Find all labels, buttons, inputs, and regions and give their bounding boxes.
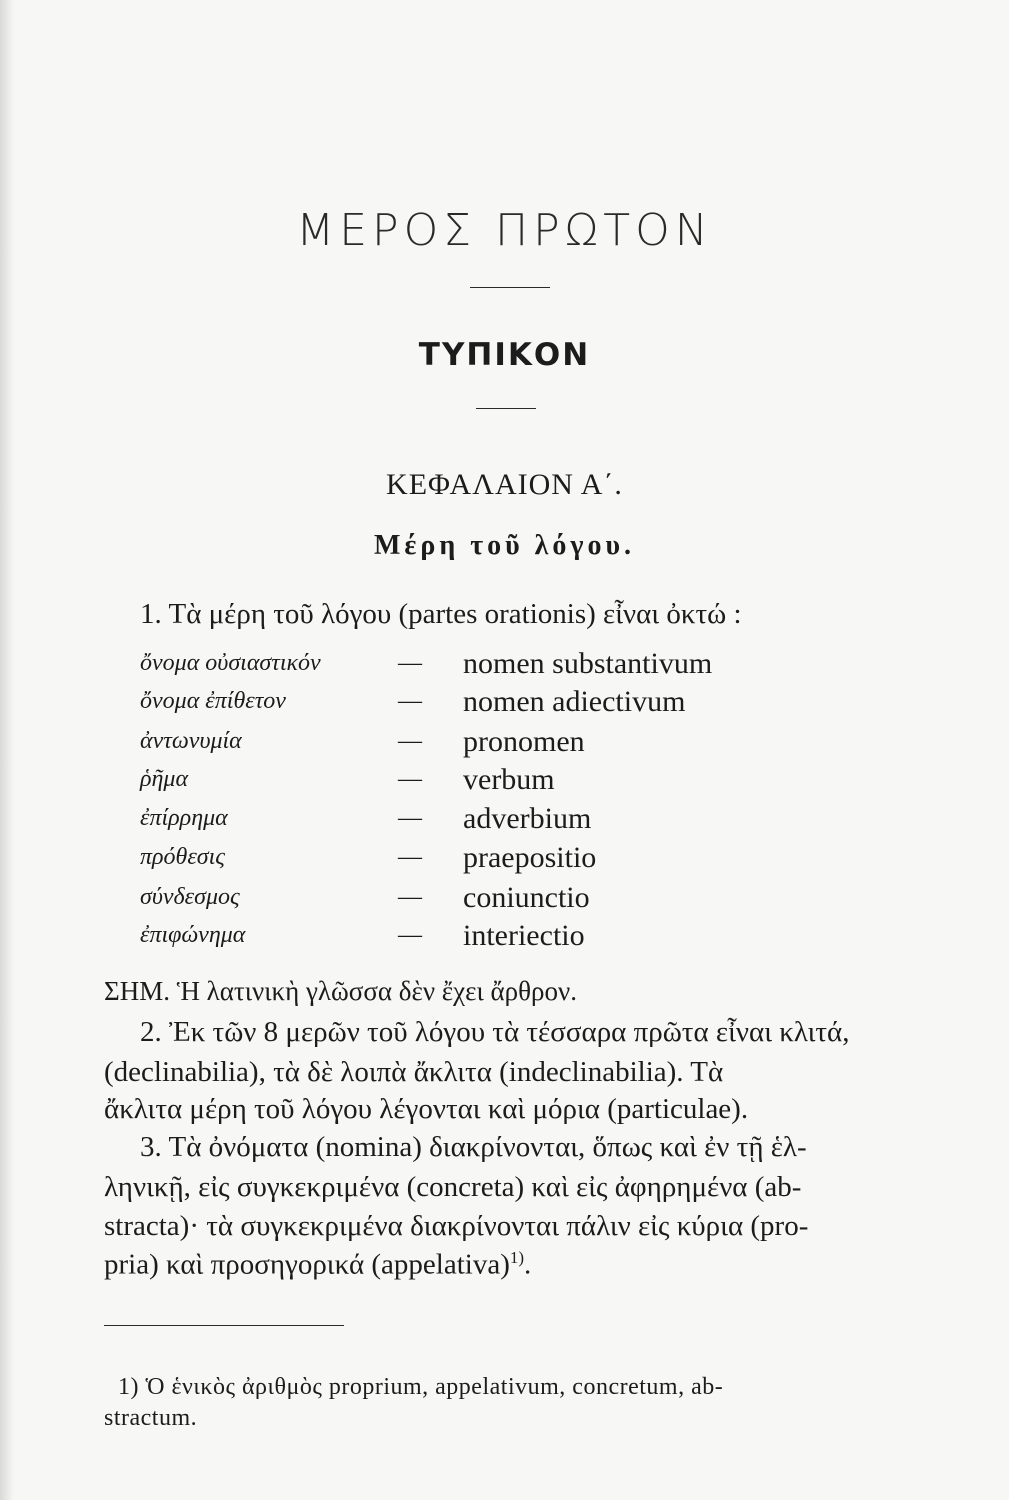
table-greek-term: σύνδεσμος: [140, 884, 240, 910]
footnote-rule: [104, 1325, 344, 1326]
table-dash: —: [398, 728, 422, 754]
table-latin-term: nomen adiectivum: [463, 685, 686, 718]
table-dash: —: [398, 844, 422, 870]
table-latin-term: verbum: [463, 763, 555, 796]
table-latin-term: interiectio: [463, 919, 585, 952]
table-greek-term: ἐπιφώνημα: [140, 922, 246, 948]
table-latin-term: nomen substantivum: [463, 647, 713, 680]
title-rule-2: [476, 408, 536, 409]
paragraph-3-line-text: pria) καὶ προσηγορικά (appelativa): [104, 1248, 510, 1281]
table-greek-term: ῥῆμα: [140, 766, 189, 792]
table-dash: —: [398, 805, 422, 831]
part-title: ΜΕΡΟΣ ΠΡΩΤΟΝ: [296, 205, 713, 256]
table-greek-term: ἐπίρρημα: [140, 805, 228, 831]
table-dash: —: [398, 766, 422, 792]
paragraph-2-line: 2. Ἐκ τῶν 8 μερῶν τοῦ λόγου τὰ τέσσαρα πρῶτα εἶναι κλιτά,: [140, 1016, 850, 1048]
chapter-title: ΚΕΦΑΛΑΙΟΝ Α΄.: [386, 468, 623, 501]
table-latin-term: praepositio: [463, 841, 597, 874]
table-dash: —: [398, 884, 422, 910]
table-latin-term: pronomen: [463, 725, 585, 758]
table-greek-term: ὄνομα οὐσιαστικόν: [140, 650, 321, 676]
table-latin-term: adverbium: [463, 802, 592, 835]
note-line: ΣΗΜ. Ἡ λατινικὴ γλῶσσα δὲν ἔχει ἄρθρον.: [104, 976, 577, 1006]
footnote-line: 1) Ὁ ἑνικὸς ἀριθμὸς proprium, appelativum, concretum, ab-: [118, 1374, 724, 1400]
paragraph-3-line: ληνικῇ, εἰς συγκεκριμένα (concreta) καὶ εἰς ἀφηρημένα (ab-: [104, 1171, 802, 1203]
table-greek-term: πρόθεσις: [140, 844, 226, 870]
paragraph-2-line: ἄκλιτα μέρη τοῦ λόγου λέγονται καὶ μόρια (particulae).: [104, 1093, 749, 1125]
paragraph-3-line: 3. Τὰ ὀνόματα (nomina) διακρίνονται, ὅπως καὶ ἐν τῇ ἑλ-: [140, 1131, 807, 1163]
table-latin-term: coniunctio: [463, 881, 590, 914]
section-title: ΤΥΠΙΚΟΝ: [418, 337, 591, 373]
chapter-subtitle: Μέρη τοῦ λόγου.: [373, 530, 636, 561]
footnote-line: stractum.: [104, 1405, 198, 1431]
title-rule-1: [470, 287, 550, 288]
paragraph-1: 1. Τὰ μέρη τοῦ λόγου (partes orationis) εἶναι ὀκτώ :: [140, 598, 742, 630]
table-dash: —: [398, 688, 422, 714]
table-dash: —: [398, 650, 422, 676]
paragraph-3-last-line: pria) καὶ προσηγορικά (appelativa)$^{1)}$.: [104, 1248, 532, 1281]
footnote-reference: 1): [509, 1248, 525, 1267]
table-greek-term: ὄνομα ἐπίθετον: [140, 688, 286, 714]
table-greek-term: ἀντωνυμία: [140, 728, 242, 754]
table-dash: —: [398, 922, 422, 948]
paragraph-3-line: stracta)· τὰ συγκεκριμένα διακρίνονται πάλιν εἰς κύρια (pro-: [104, 1210, 809, 1242]
paragraph-2-line: (declinabilia), τὰ δὲ λοιπὰ ἄκλιτα (indeclinabilia). Τὰ: [104, 1056, 724, 1088]
